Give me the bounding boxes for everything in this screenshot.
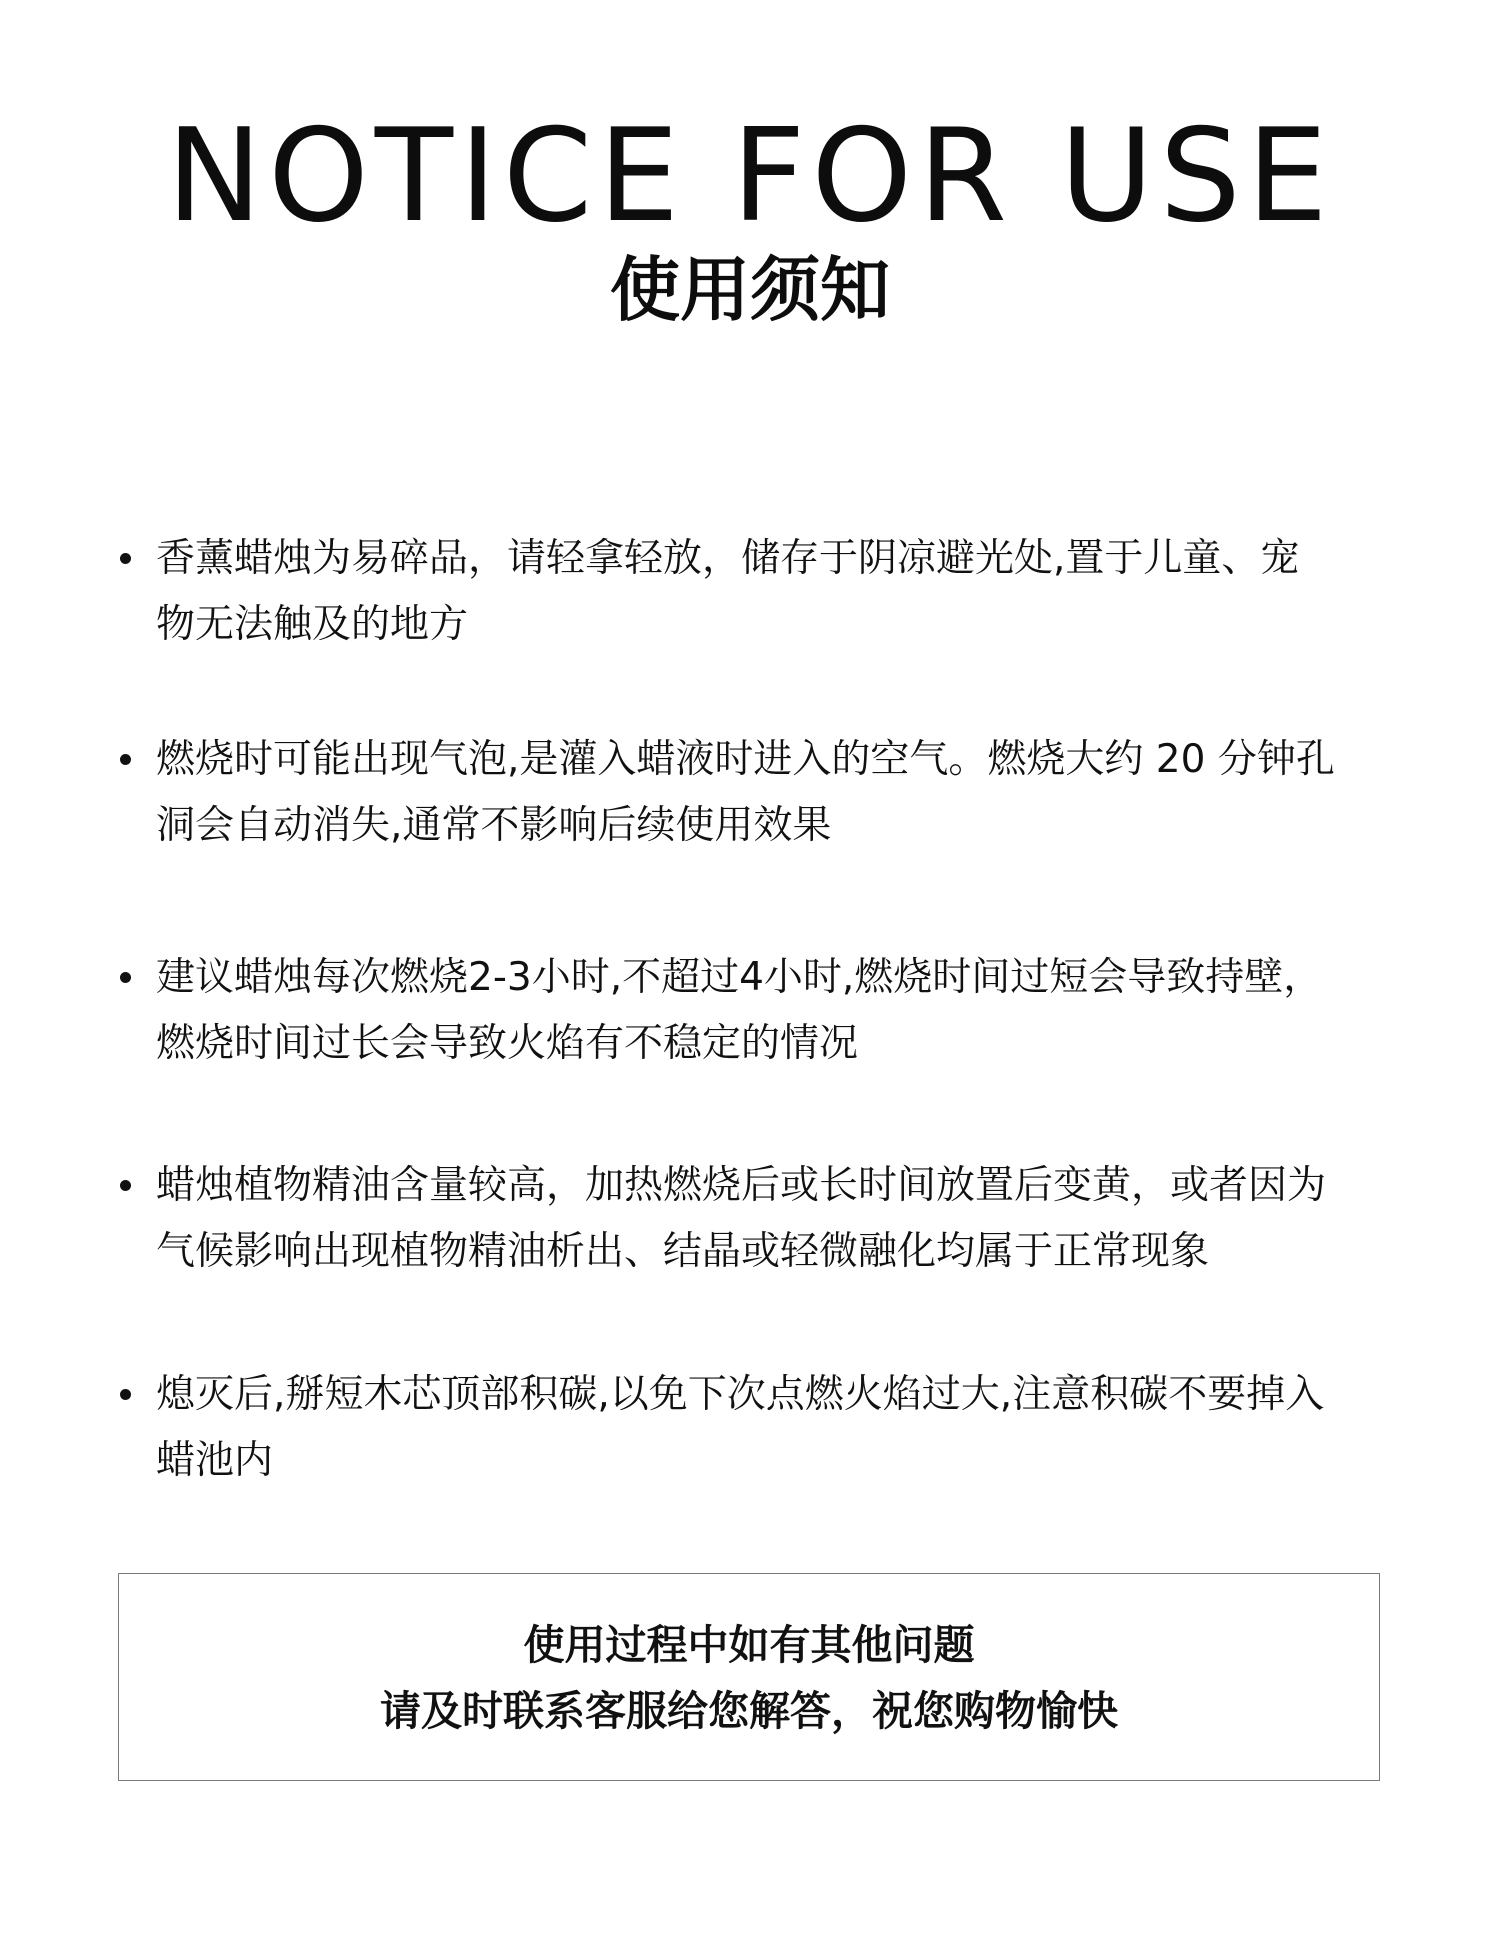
- notice-line: 熄灭后,掰短木芯顶部积碳,以免下次点燃火焰过大,注意积碳不要掉入: [156, 1372, 1325, 1417]
- notice-item: [156, 1362, 1386, 1494]
- contact-box: [118, 1573, 1380, 1781]
- page-subtitle: 使用须知: [610, 249, 890, 331]
- notice-line: 蜡烛植物精油含量较高，加热燃烧后或长时间放置后变黄，或者因为: [156, 1163, 1327, 1208]
- contact-line-2: 请及时联系客服给您解答，祝您购物愉快: [380, 1687, 1118, 1735]
- notice-item: [156, 945, 1386, 1077]
- bullet-icon: [120, 1180, 131, 1191]
- notice-line: 洞会自动消失,通常不影响后续使用效果: [156, 803, 832, 848]
- bullet-icon: [120, 972, 131, 983]
- notice-line: 物无法触及的地方: [156, 602, 469, 647]
- bullet-icon: [120, 754, 131, 765]
- page-title: NOTICE FOR USE: [166, 102, 1334, 251]
- bullet-icon: [120, 1389, 131, 1400]
- notice-line: 蜡池内: [156, 1438, 274, 1483]
- notice-item: [156, 526, 1386, 658]
- notice-line: 气候影响出现植物精油析出、结晶或轻微融化均属于正常现象: [156, 1229, 1210, 1274]
- notice-line: 香薰蜡烛为易碎品，请轻拿轻放，储存于阴凉避光处,置于儿童、宠: [156, 536, 1300, 581]
- notice-item: [156, 1153, 1386, 1285]
- contact-line-1: 使用过程中如有其他问题: [523, 1621, 975, 1669]
- notice-item: [156, 727, 1386, 859]
- notice-line: 燃烧时可能出现气泡,是灌入蜡液时进入的空气。燃烧大约 20 分钟孔: [156, 737, 1335, 782]
- bullet-icon: [120, 553, 131, 564]
- notice-line: 燃烧时间过长会导致火焰有不稳定的情况: [156, 1021, 859, 1066]
- notice-line: 建议蜡烛每次燃烧2-3小时,不超过4小时,燃烧时间过短会导致持壁，: [156, 955, 1323, 1000]
